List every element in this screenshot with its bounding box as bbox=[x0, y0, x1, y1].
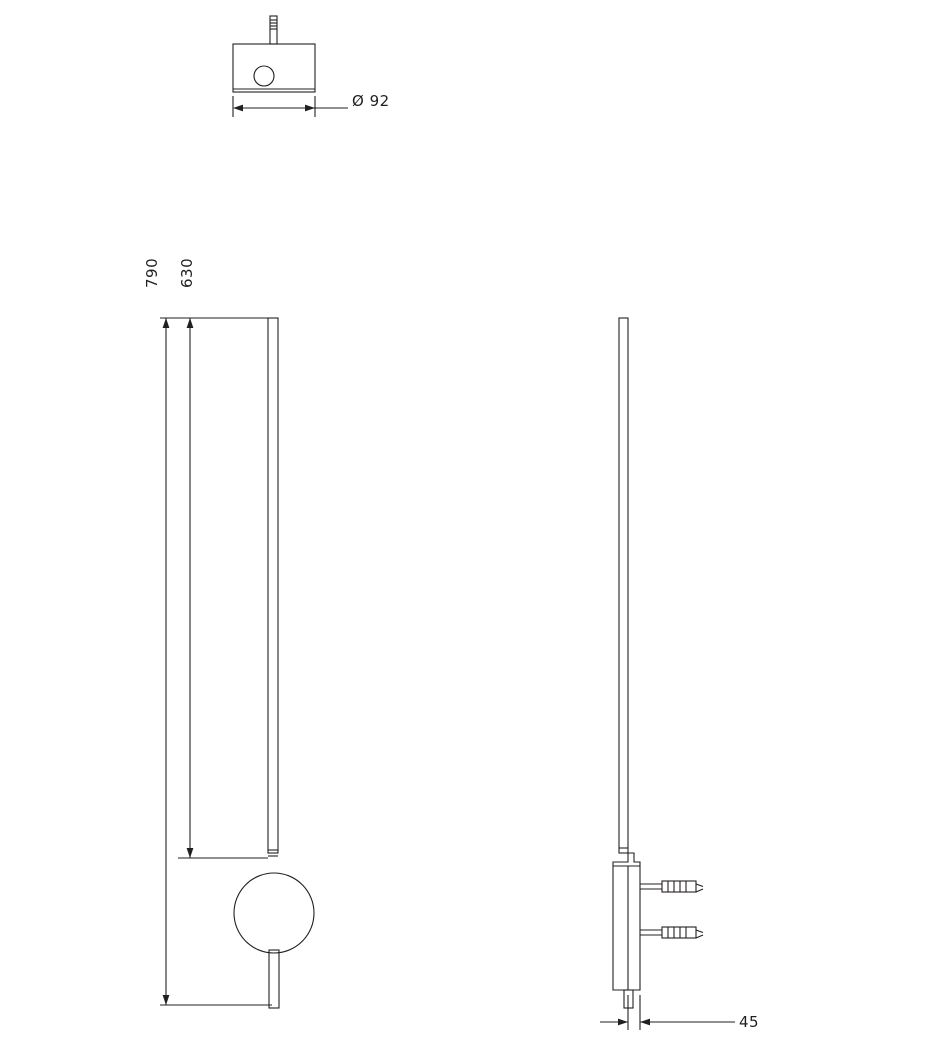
wall-anchor-upper bbox=[640, 881, 703, 892]
stem-front bbox=[269, 950, 279, 1008]
wall-anchor-lower bbox=[640, 927, 703, 938]
top-view-group bbox=[233, 16, 315, 92]
front-view-group bbox=[234, 318, 314, 1008]
cable-stub bbox=[270, 16, 277, 44]
dimension-label-790: 790 bbox=[143, 257, 161, 288]
light-bar-side bbox=[619, 318, 628, 853]
dimension-label-45: 45 bbox=[739, 1013, 760, 1031]
light-bar-front bbox=[268, 318, 278, 856]
dimension-790 bbox=[160, 318, 272, 1005]
round-base-front bbox=[234, 873, 314, 953]
dimension-630 bbox=[178, 318, 268, 858]
dimension-45 bbox=[600, 995, 735, 1030]
canopy-plate bbox=[233, 44, 315, 92]
mounting-hole bbox=[254, 66, 274, 86]
dimension-d92 bbox=[233, 96, 348, 117]
dimension-label-d92: Ø 92 bbox=[352, 92, 390, 110]
dimension-label-630: 630 bbox=[178, 257, 196, 288]
bracket-body bbox=[613, 853, 640, 990]
side-view-group bbox=[613, 318, 703, 1008]
